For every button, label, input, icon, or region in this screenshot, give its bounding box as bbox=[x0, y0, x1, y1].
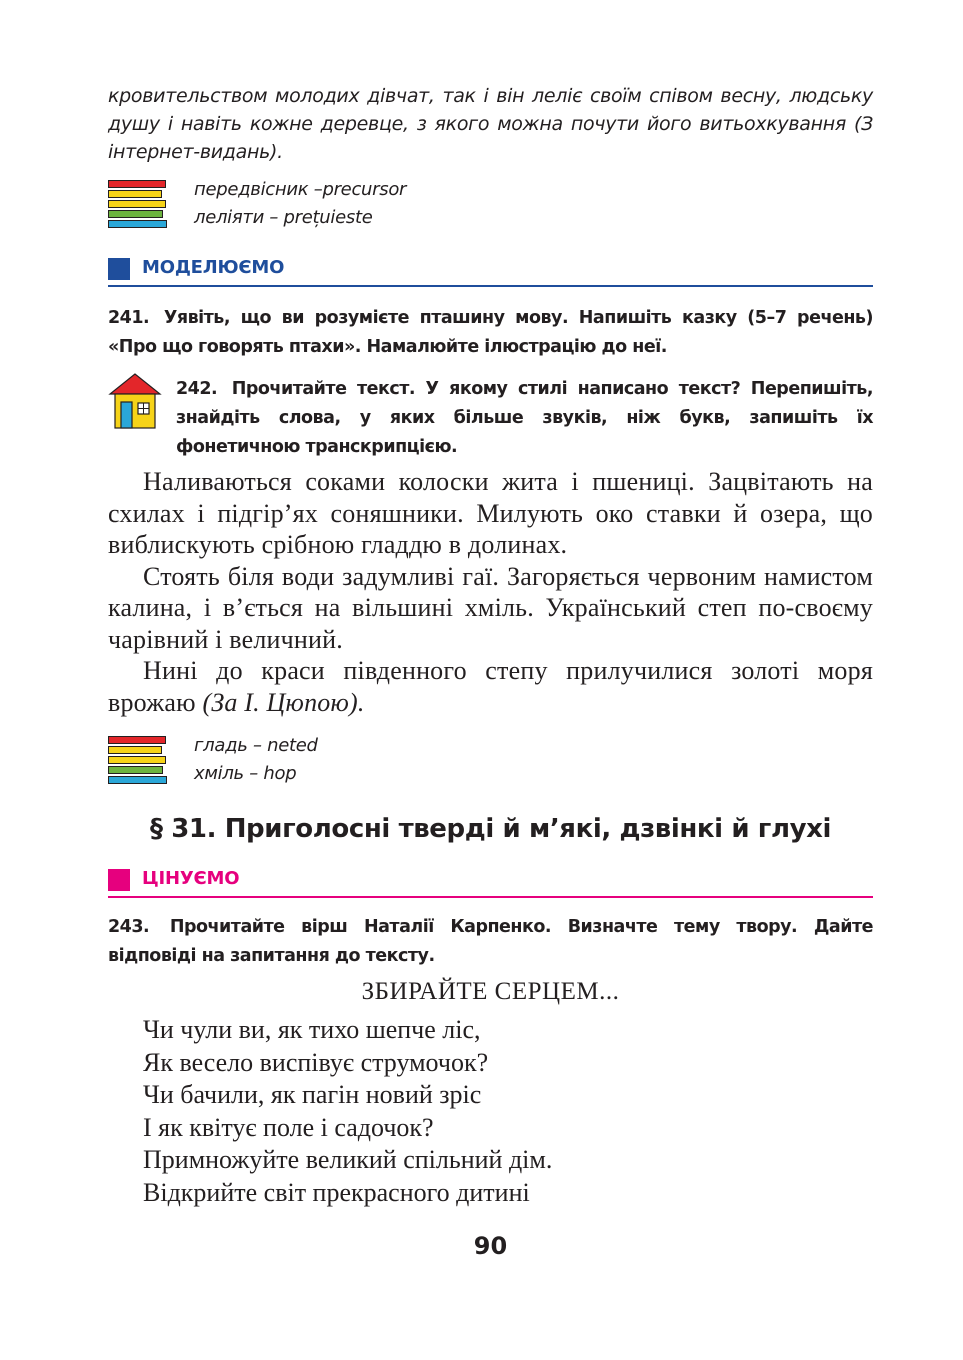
poem-line: Чи бачили, як пагін новий зріс bbox=[143, 1080, 482, 1109]
section-rule bbox=[108, 896, 873, 898]
poem-line: Чи чули ви, як тихо шепче ліс, bbox=[143, 1015, 481, 1044]
vocabulary-item: хміль – hop bbox=[194, 763, 297, 784]
house-icon bbox=[108, 372, 162, 430]
poem-line: Примножуйте великий спільний дім. bbox=[143, 1145, 553, 1174]
reading-paragraph-2: Стоять біля води задумливі гаї. Загоряється червоним намистом калина, і в’ється на вільшині хміль. Український степ по-своєму чарівний і величний. bbox=[108, 561, 873, 654]
poem-line: Як весело виспівує струмочок? bbox=[143, 1047, 489, 1077]
paragraph-title: § 31. Приголосні тверді й м’які, дзвінкі й глухі bbox=[149, 814, 832, 844]
vocabulary-item: передвісник –precursor bbox=[194, 179, 407, 200]
task-text: Прочитайте вірш Наталії Карпенко. Визначте тему твору. Дайте відповіді на запитання до тексту. bbox=[108, 917, 874, 966]
vocabulary-block-2 bbox=[108, 732, 873, 792]
poem-line: Відкрийте світ прекрасного дитині bbox=[143, 1177, 530, 1207]
page-number: 90 bbox=[473, 1232, 508, 1260]
reading-paragraph-1: Наливаються соками колоски жита і пшениці. Зацвітають на схилах і підгір’ях соняшники. Милують око ставки й озера, що виблискують срібною гладдю в долинах. bbox=[108, 467, 873, 559]
reading-text bbox=[108, 466, 873, 718]
reading-paragraph-3 bbox=[108, 655, 873, 718]
vocabulary-item: леліяти – prețuieste bbox=[194, 207, 373, 228]
section-label: МОДЕЛЮЄМО bbox=[142, 257, 285, 278]
vocabulary-block-1 bbox=[108, 176, 873, 236]
poem-line: І як квітує поле і садочок? bbox=[143, 1112, 434, 1142]
task-number: 242. bbox=[176, 379, 218, 399]
intro-text: кровительством молодих дівчат, так і він леліє своїм співом весну, людську душу і навіть кожне деревце, з якого можна почути його витьохкування (З інтернет-видань). bbox=[108, 85, 873, 163]
task-text: Уявіть, що ви розумієте пташину мову. Напишіть казку (5–7 речень) «Про що говорять птахи». Намалюйте ілюстрацію до неї. bbox=[108, 308, 873, 357]
vocabulary-list bbox=[194, 176, 406, 232]
vocabulary-item: гладь – neted bbox=[194, 735, 318, 756]
section-marker bbox=[108, 258, 130, 280]
section-header-model bbox=[108, 254, 873, 286]
books-icon bbox=[108, 180, 168, 230]
books-icon bbox=[108, 736, 168, 786]
reading-paragraph-3-text: Нині до краси південного степу прилучилися золоті моря врожаю bbox=[108, 656, 873, 717]
task-243 bbox=[108, 913, 873, 971]
section-header-value bbox=[108, 865, 873, 897]
poem-text bbox=[143, 1014, 873, 1209]
task-number: 241. bbox=[108, 308, 150, 328]
task-242 bbox=[176, 375, 873, 462]
reading-citation: (За І. Цюпою). bbox=[202, 687, 365, 717]
task-number: 243. bbox=[108, 917, 150, 937]
poem-title: ЗБИРАЙТЕ СЕРЦЕМ... bbox=[361, 978, 620, 1005]
section-label: ЦІНУЄМО bbox=[142, 868, 240, 889]
task-text: Прочитайте текст. У якому стилі написано текст? Перепишіть, знайдіть слова, у яких більше звуків, ніж букв, запишіть їх фонетичною транскрипцією. bbox=[176, 379, 873, 457]
task-241 bbox=[108, 304, 873, 362]
section-rule bbox=[108, 285, 873, 287]
intro-paragraph bbox=[108, 82, 873, 166]
vocabulary-list bbox=[194, 732, 318, 788]
section-marker bbox=[108, 869, 130, 891]
